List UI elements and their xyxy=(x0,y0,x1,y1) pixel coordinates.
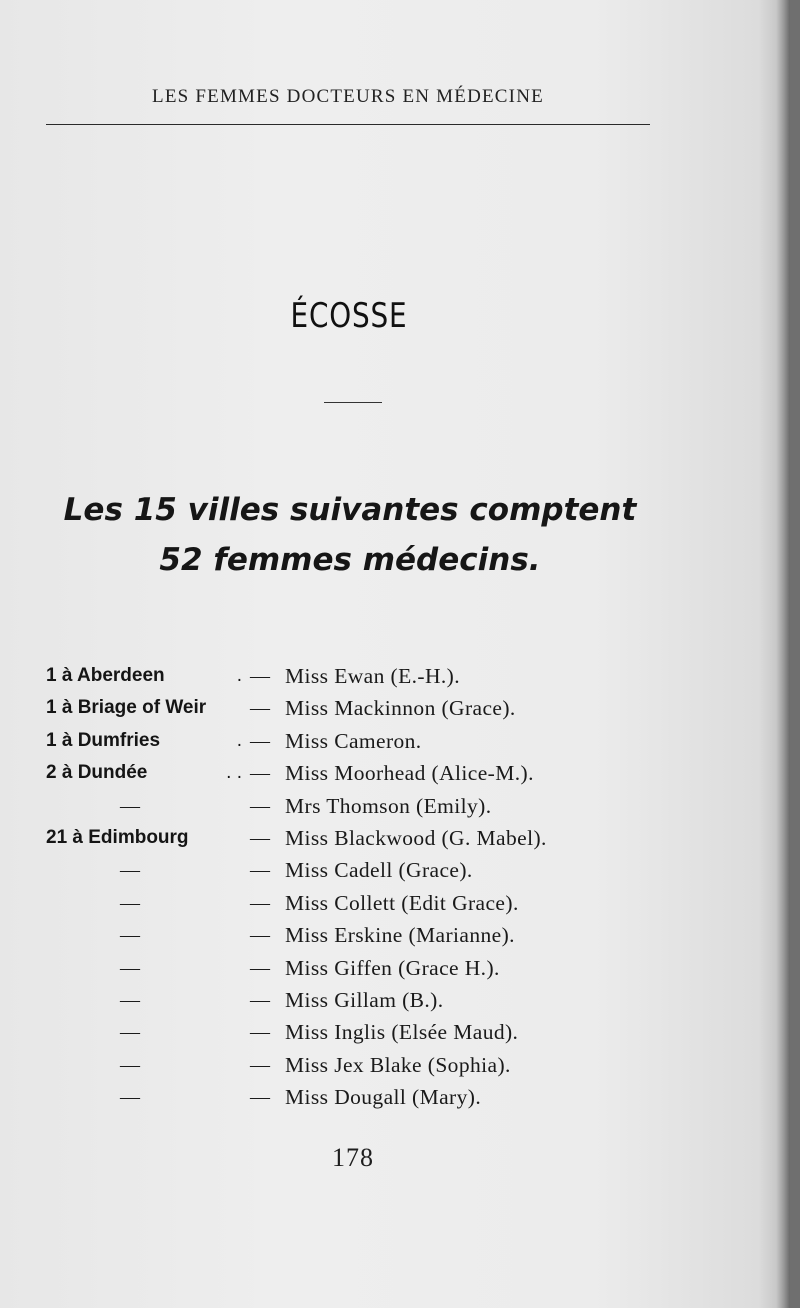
city-label xyxy=(46,759,246,787)
list-item xyxy=(46,727,646,759)
physician-name: Miss Collett (Edit Grace). xyxy=(285,890,519,915)
separator-dash: — xyxy=(250,956,270,979)
list-item xyxy=(46,792,646,824)
city-name: 21 à Edimbourg xyxy=(46,826,189,848)
title-rule xyxy=(324,402,382,403)
list-item xyxy=(46,1083,646,1115)
separator-dash: — xyxy=(250,891,270,914)
city-label xyxy=(46,694,246,722)
physician-name: Miss Inglis (Elsée Maud). xyxy=(285,1020,519,1045)
list-item xyxy=(46,889,646,921)
list-item xyxy=(46,1051,646,1083)
physician-name: Miss Ewan (E.-H.). xyxy=(285,664,460,688)
separator-dash: — xyxy=(250,762,270,785)
city-name: 1 à Briage of Weir xyxy=(46,697,207,719)
separator-dash: — xyxy=(250,826,270,849)
physician-name: Miss Cameron. xyxy=(285,728,422,753)
physician-name: Miss Moorhead (Alice-M.). xyxy=(285,761,534,786)
physician-name: Miss Giffen (Grace H.). xyxy=(285,955,500,980)
physician-name: Mrs Thomson (Emily). xyxy=(285,793,492,818)
separator-dash: — xyxy=(250,697,270,720)
separator-dash: — xyxy=(250,1021,270,1044)
physician-list xyxy=(46,662,646,1115)
page-number: 178 xyxy=(332,1143,374,1172)
city-label xyxy=(46,727,246,755)
separator-dash: — xyxy=(250,1053,270,1076)
physician-name: Miss Gillam (B.). xyxy=(285,987,444,1012)
list-item xyxy=(46,856,646,888)
ditto-mark: — xyxy=(120,794,140,817)
physician-name: Miss Jex Blake (Sophia). xyxy=(285,1052,511,1077)
physician-name: Miss Cadell (Grace). xyxy=(285,858,473,883)
city-name: 2 à Dundée xyxy=(46,762,148,784)
physician-name: Miss Mackinnon (Grace). xyxy=(285,696,516,721)
header-rule xyxy=(46,124,650,125)
ditto-mark: — xyxy=(120,859,140,882)
ditto-mark: — xyxy=(120,1086,140,1109)
leader-dots: . xyxy=(236,665,242,686)
physician-name: Miss Erskine (Marianne). xyxy=(285,923,515,948)
physician-name: Miss Dougall (Mary). xyxy=(285,1085,482,1110)
headline-line-1: Les 15 villes suivantes comptent xyxy=(63,492,637,528)
page-edge-shadow xyxy=(776,0,790,1308)
ditto-mark: — xyxy=(120,924,140,947)
list-item xyxy=(46,694,646,726)
separator-dash: — xyxy=(250,794,270,817)
list-item xyxy=(46,1018,646,1050)
headline-line-2: 52 femmes médecins. xyxy=(159,542,541,578)
list-item xyxy=(46,759,646,791)
separator-dash: — xyxy=(250,729,270,752)
leader-dots: . xyxy=(236,729,242,751)
list-item xyxy=(46,986,646,1018)
list-item xyxy=(46,954,646,986)
list-item xyxy=(46,921,646,953)
ditto-mark: — xyxy=(120,1053,140,1076)
list-item xyxy=(46,824,646,856)
ditto-mark: — xyxy=(120,891,140,914)
ditto-mark: — xyxy=(120,988,140,1011)
ditto-mark: — xyxy=(120,1021,140,1044)
city-label xyxy=(46,662,246,690)
separator-dash: — xyxy=(250,988,270,1011)
separator-dash: — xyxy=(250,665,270,687)
separator-dash: — xyxy=(250,924,270,947)
separator-dash: — xyxy=(250,859,270,882)
section-title: ÉCOSSE xyxy=(290,296,408,336)
ditto-mark: — xyxy=(120,956,140,979)
city-name: 1 à Aberdeen xyxy=(46,665,165,686)
city-label xyxy=(46,824,246,852)
separator-dash: — xyxy=(250,1086,270,1109)
city-name: 1 à Dumfries xyxy=(46,729,161,751)
running-head: LES FEMMES DOCTEURS EN MÉDECINE xyxy=(152,86,544,107)
physician-name: Miss Blackwood (G. Mabel). xyxy=(285,825,547,850)
leader-dots: . . xyxy=(226,762,242,784)
list-item xyxy=(46,662,646,694)
